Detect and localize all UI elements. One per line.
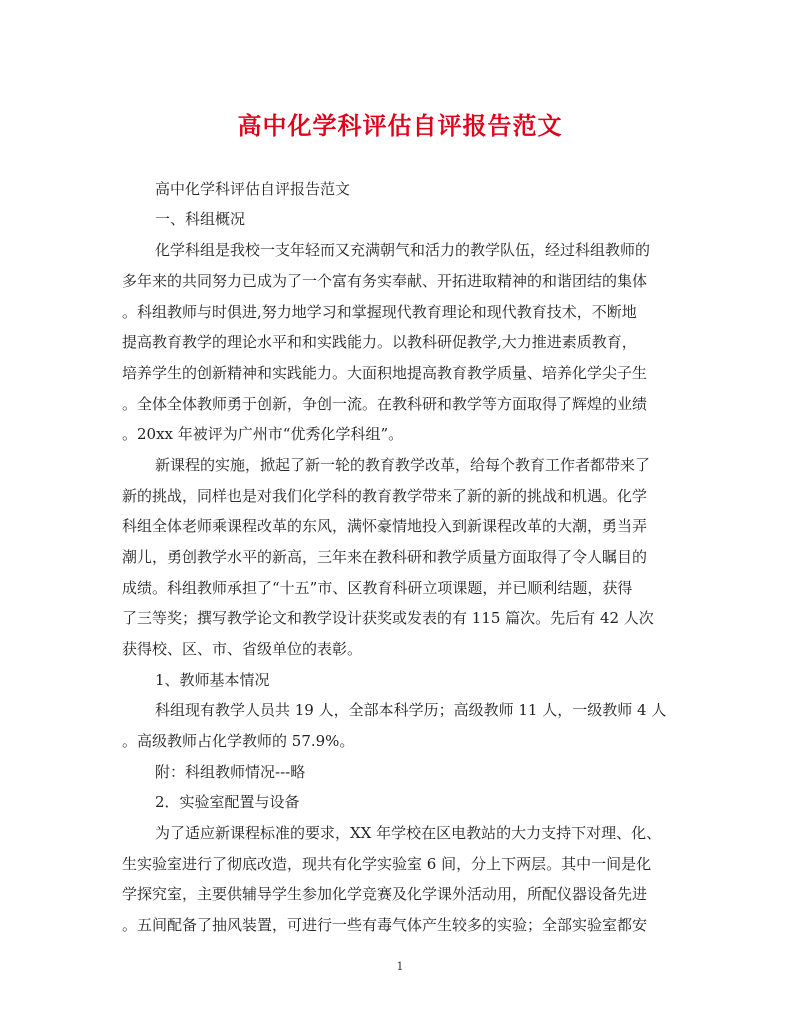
text-line: 为了适应新课程标准的要求，XX 年学校在区电教站的大力支持下对理、化、 [155, 824, 662, 842]
text-line: 提高教育教学的理论水平和和实践能力。以教科研促教学,大力推进素质教育， [122, 333, 637, 351]
text-line: 多年来的共同努力已成为了一个富有务实奉献、开拓进取精神的和谐团结的集体 [122, 272, 648, 290]
text-line: 成绩。科组教师承担了“十五”市、区教育科研立项课题，并已顺利结题，获得 [122, 579, 633, 597]
document-title: 高中化学科评估自评报告范文 [237, 111, 563, 140]
text-line: 新课程的实施，掀起了新一轮的教育教学改革，给每个教育工作者都带来了 [155, 456, 651, 474]
text-line: 高中化学科评估自评报告范文 [155, 180, 351, 198]
text-line: 附：科组教师情况---略 [155, 763, 306, 781]
text-line: 。20xx 年被评为广州市“优秀化学科组”。 [122, 425, 404, 443]
text-line: 。五间配备了抽风装置，可进行一些有毒气体产生较多的实验；全部实验室都安 [122, 916, 648, 934]
text-line: 。高级教师占化学教师的 57.9%。 [122, 732, 355, 750]
text-line: 学探究室，主要供辅导学生参加化学竞赛及化学课外活动用，所配仪器设备先进 [122, 885, 648, 903]
page-number: 1 [396, 960, 404, 973]
text-line: 生实验室进行了彻底改造，现共有化学实验室 6 间，分上下两层。其中一间是化 [122, 855, 652, 873]
text-line: 化学科组是我校一支年轻而又充满朝气和活力的教学队伍，经过科组教师的 [155, 241, 651, 259]
text-line: 科组现有教学人员共 19 人，全部本科学历；高级教师 11 人，一级教师 4 人 [155, 701, 667, 719]
text-line: 。全体全体教师勇于创新，争创一流。在教科研和教学等方面取得了辉煌的业绩 [122, 395, 648, 413]
text-line: 潮儿，勇创教学水平的新高，三年来在教科研和教学质量方面取得了令人瞩目的 [122, 548, 648, 566]
text-line: 新的挑战，同样也是对我们化学科的教育教学带来了新的新的挑战和机遇。化学 [122, 487, 648, 505]
section-heading: 2．实验室配置与设备 [155, 793, 300, 811]
text-line: 了三等奖；撰写教学论文和教学设计获奖或发表的有 115 篇次。先后有 42 人次 [122, 609, 654, 627]
text-line: 获得校、区、市、省级单位的表彰。 [122, 640, 363, 658]
text-line: 科组全体老师乘课程改革的东风，满怀豪情地投入到新课程改革的大潮，勇当弄 [122, 517, 648, 535]
section-heading: 1、教师基本情况 [155, 671, 270, 689]
text-line: 。科组教师与时俱进,努力地学习和掌握现代教育理论和现代教育技术，不断地 [122, 303, 637, 321]
section-heading: 一、科组概况 [155, 210, 246, 228]
text-line: 培养学生的创新精神和实践能力。大面积地提高教育教学质量、培养化学尖子生 [122, 364, 648, 382]
